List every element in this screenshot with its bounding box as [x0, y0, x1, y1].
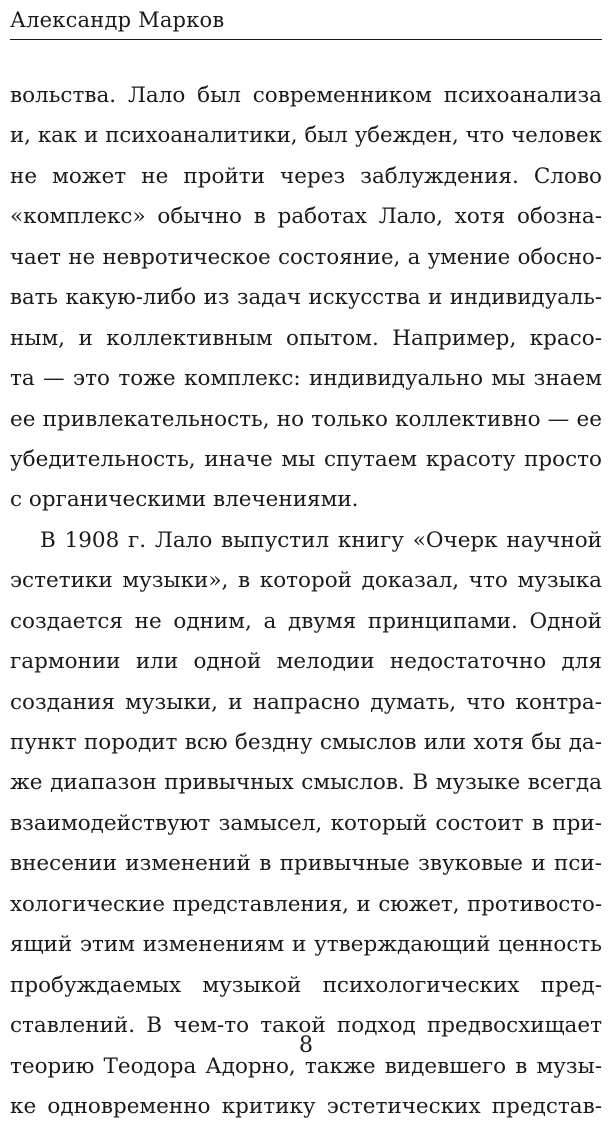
text-line: же диапазон привычных смыслов. В музыке всегда: [10, 770, 602, 796]
paragraph-end-line: с органическими влечениями.: [10, 487, 359, 513]
text-line: эстетики музыки», в которой доказал, что музыка: [10, 568, 602, 594]
text-line: ставлений. В чем-то такой подход предвосхищает: [10, 1013, 602, 1039]
text-line: та — это тоже комплекс: индивидуально мы знаем: [10, 366, 602, 392]
text-line: гармонии или одной мелодии недостаточно для: [10, 649, 602, 675]
text-line: пробуждаемых музыкой психологических пред-: [10, 972, 602, 998]
header-rule: [10, 39, 602, 40]
text-line: ее привлекательность, но только коллективно — ее: [10, 406, 602, 432]
text-line: вольства. Лало был современником психоанализа: [10, 83, 602, 108]
paragraph-start-line: В 1908 г. Лало выпустил книгу «Очерк научной: [40, 527, 602, 553]
text-line: не может не пройти через заблуждения. Слово: [10, 163, 602, 189]
text-line: убедительность, иначе мы спутаем красоту просто: [10, 446, 602, 472]
text-line: хологические представления, и сюжет, противосто-: [10, 891, 602, 917]
text-line: внесении изменений в привычные звуковые и пси-: [10, 851, 602, 877]
text-line: чает не невротическое состояние, а умение обосно-: [10, 244, 602, 270]
text-line: «комплекс» обычно в работах Лало, хотя обозна-: [10, 204, 602, 230]
text-line: ящий этим изменениям и утверждающий ценность: [10, 932, 602, 958]
body-text: [10, 76, 602, 1127]
text-line: ным, и коллективным опытом. Например, красо-: [10, 325, 602, 351]
text-line: ке одновременно критику эстетических представ-: [10, 1093, 602, 1119]
text-line: теорию Теодора Адорно, также видевшего в музы-: [10, 1053, 602, 1079]
text-line: пункт породит всю бездну смыслов или хотя бы да-: [10, 730, 602, 755]
text-line: взаимодействуют замысел, который состоит в при-: [10, 810, 602, 836]
text-line: создается не одним, а двумя принципами. Одной: [10, 608, 602, 634]
text-line: вать какую-либо из задач искусства и индивидуаль-: [10, 285, 602, 311]
text-line: и, как и психоаналитики, был убежден, что человек: [10, 123, 602, 149]
page-number: 8: [299, 1033, 313, 1058]
text-line: создания музыки, и напрасно думать, что контра-: [10, 689, 602, 715]
running-head-author: Александр Марков: [10, 8, 225, 32]
